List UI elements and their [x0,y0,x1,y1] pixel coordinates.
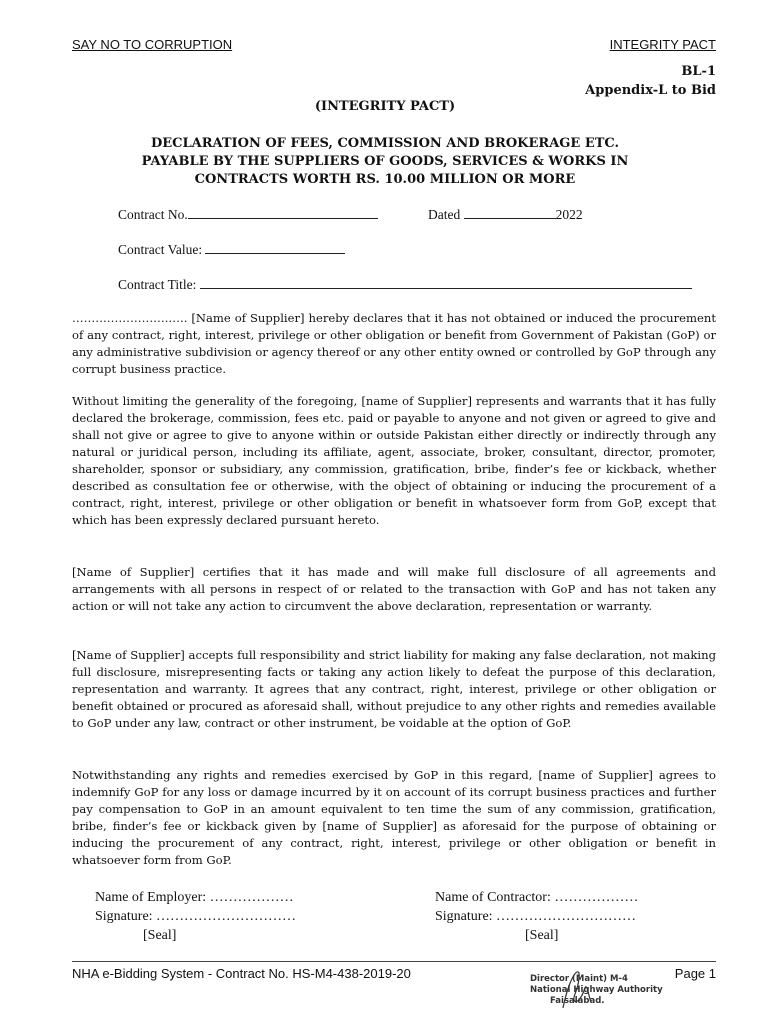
paragraph-indemnity: Notwithstanding any rights and remedies exercised by GoP in this regard, [name of Supplier] agrees to indemnify GoP for any loss or damage incurred by it on account of its corrupt business practices and further pay compensation to GoP in an amount equivalent to ten time the sum of any commission, gratification, bribe, finder’s fee or kickback given by [name of Supplier] as aforesaid for the purpose of obtaining or inducing the procurement of any contract, right, interest, privilege or other obligation or benefit in whatsoever form from GoP. [72,768,716,867]
header-title: INTEGRITY PACT [609,37,716,52]
employer-name: Name of Employer: ……………… [95,890,294,905]
declaration-line-2: PAYABLE BY THE SUPPLIERS OF GOODS, SERVICES & WORKS IN [141,154,629,169]
footer-divider [72,961,716,962]
footer-page-number: Page 1 [674,966,716,981]
paragraph-warranty: Without limiting the generality of the foregoing, [name of Supplier] represents and warrants that it has fully declared the brokerage, commission, fees etc. paid or payable to anyone and not given or agreed to give and shall not give or agree to give to anyone within or outside Pakistan either directly or indirectly through any natural or juridical person, including its affiliate, agent, associate, broker, consultant, director, promoter, shareholder, sponsor or subsidiary, any commission, gratification, bribe, finder’s fee or kickback, whether described as consultation fee or otherwise, with the object of obtaining or inducing the procurement of a contract, right, interest, privilege or other obligation or benefit in whatsoever form from GoP, except that which has been expressly declared pursuant hereto. [72,394,716,527]
footer-contract-reference: NHA e-Bidding System - Contract No. HS-M4-438-2019-20 [72,966,411,981]
employer-signature: Signature: ………………………… [95,909,297,924]
contractor-name: Name of Contractor: ……………… [435,890,639,905]
contract-no-label: Contract No. [118,207,188,222]
contract-title-label: Contract Title: [118,277,197,292]
stamp-line-1: Director (Maint) M-4 [530,974,628,984]
stamp-line-2: National Highway Authority [530,985,663,995]
paragraph-disclosure: [Name of Supplier] certifies that it has made and will make full disclosure of all agreements and arrangements with all persons in respect of or related to the transaction with GoP and has not taken any action or will not take any action to circumvent the above declaration, representation or warranty. [72,565,716,613]
contract-title-blank[interactable] [200,276,692,289]
contract-value-blank[interactable] [205,241,345,254]
stamp-line-3: Faisalabad. [550,996,605,1006]
contract-value-label: Contract Value: [118,242,203,257]
contract-value-field [118,241,345,258]
paragraph-liability: [Name of Supplier] accepts full responsibility and strict liability for making any false declaration, not making full disclosure, misrepresenting facts or taking any action likely to defeat the purpose of this declaration, representation and warranty. It agrees that any contract, right, interest, privilege or other obligation or benefit obtained or procured as aforesaid shall, without prejudice to any other rights and remedies available to GoP under any law, contract or other instrument, be voidable at the option of GoP. [72,648,716,730]
declaration-line-1: DECLARATION OF FEES, COMMISSION AND BROKERAGE ETC. [150,136,620,151]
dated-label: Dated [428,207,461,222]
dated-field [428,206,583,223]
dated-year: 2022 [555,207,583,222]
declaration-heading [80,135,690,189]
document-title: (INTEGRITY PACT) [314,99,456,114]
contractor-signature: Signature: ………………………… [435,909,637,924]
contractor-seal: [Seal] [525,928,559,943]
paragraph-declaration: …………………….….. [Name of Supplier] hereby declares that it has not obtained or induced the procurement of any contract, right, interest, privilege or other obligation or benefit from Government of Pakistan (GoP) or any administrative subdivision or agency thereof or any other entity owned or controlled by GoP through any corrupt business practice. [72,311,716,376]
contractor-signature-block [435,888,638,945]
reference-code: BL-1 [681,64,716,79]
header-slogan: SAY NO TO CORRUPTION [72,37,233,52]
contract-title-field [118,276,692,293]
employer-seal: [Seal] [143,928,177,943]
contract-no-field [118,206,378,223]
declaration-line-3: CONTRACTS WORTH RS. 10.00 MILLION OR MORE [194,172,576,187]
contract-no-blank[interactable] [188,206,378,219]
employer-signature-block [95,888,296,945]
dated-blank[interactable] [464,206,556,219]
official-stamp [530,974,663,1007]
reference-appendix: Appendix-L to Bid [585,83,716,98]
